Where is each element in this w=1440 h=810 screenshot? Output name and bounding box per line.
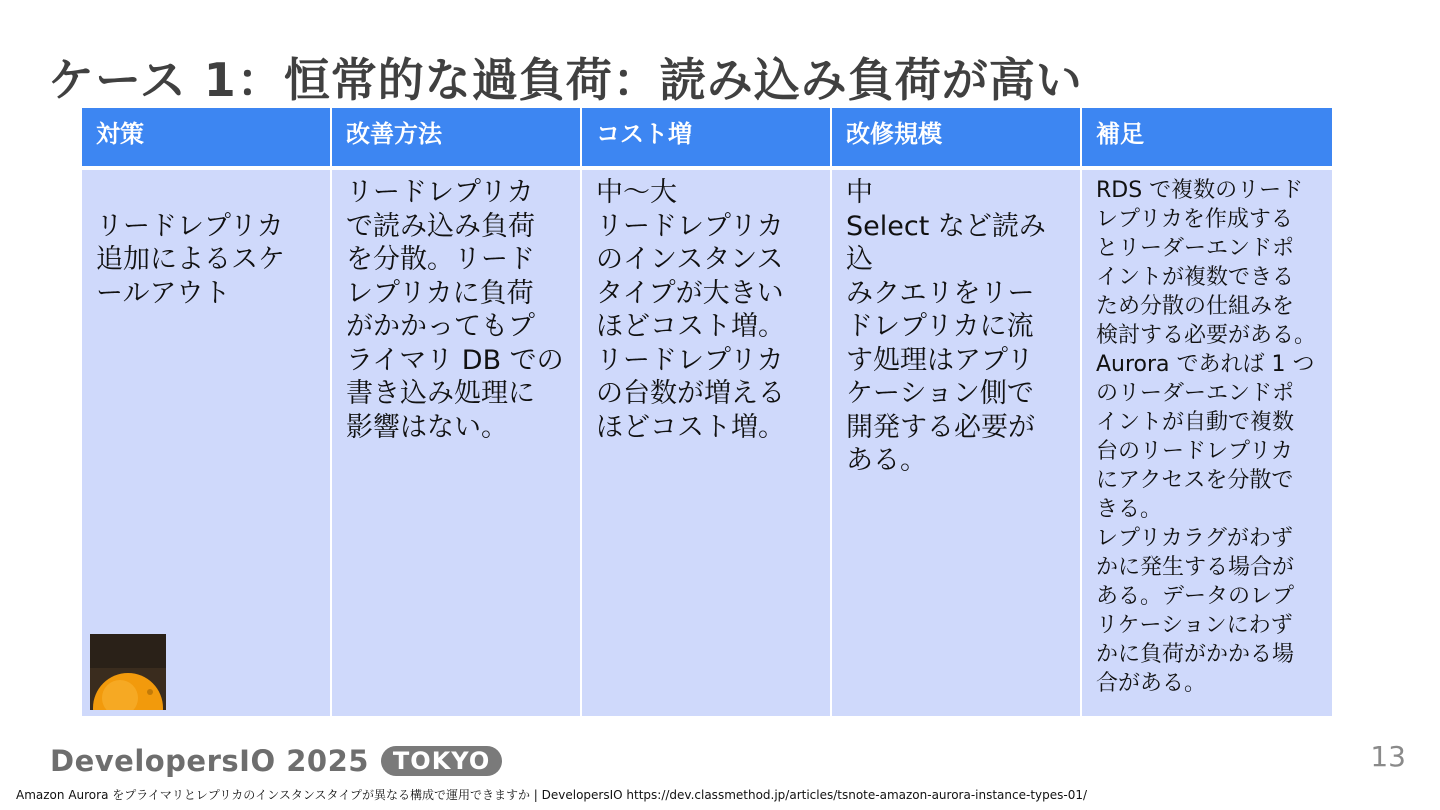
orange-mascot-image <box>90 634 166 710</box>
header-cost-increase: コスト増 <box>582 108 830 166</box>
cell-modification-scale: 中 Select など読み込 みクエリをリー ドレプリカに流 す処理はアプリ ケーション側で 開発する必要が ある。 <box>832 170 1080 716</box>
brand-logo <box>50 744 502 778</box>
cell-countermeasure-text: リードレプリカ 追加によるスケ ールアウト <box>96 210 285 309</box>
header-notes: 補足 <box>1082 108 1332 166</box>
cell-improvement-method: リードレプリカ で読み込み負荷 を分散。リード レプリカに負荷 がかかってもプ ライマリ DB での 書き込み処理に 影響はない。 <box>332 170 580 716</box>
table-header-row <box>82 108 1332 170</box>
cell-countermeasure <box>82 170 330 716</box>
source-caption: Amazon Aurora をプライマリとレプリカのインスタンスタイプが異なる構成で運用できますか | DevelopersIO https://dev.classmethod.jp/articles/tsnote-amazon-aurora-instance-types-01/ <box>16 788 1088 802</box>
header-improvement-method: 改善方法 <box>332 108 580 166</box>
slide-title: ケース 1：恒常的な過負荷：読み込み負荷が高い <box>48 53 1083 107</box>
brand-name: DevelopersIO 2025 <box>50 744 369 778</box>
table-row <box>82 170 1332 716</box>
cell-notes: RDS で複数のリード レプリカを作成する とリーダーエンドポ イントが複数できる ため分散の仕組みを 検討する必要がある。 Aurora であれば 1 つ のリーダーエンドポ イントが自動で複数 台のリードレプリカ にアクセスを分散で きる。 レプリカラグがわず かに発生する場合が ある。データのレプ リケーションにわず かに負荷がかかる場 合がある。 <box>1082 170 1332 716</box>
header-countermeasure: 対策 <box>82 108 330 166</box>
page-number: 13 <box>1370 740 1406 773</box>
cell-cost-increase: 中～大 リードレプリカ のインスタンス タイプが大きい ほどコスト増。 リードレプリカ の台数が増える ほどコスト増。 <box>582 170 830 716</box>
header-modification-scale: 改修規模 <box>832 108 1080 166</box>
brand-badge: TOKYO <box>381 746 502 776</box>
comparison-table <box>82 108 1332 716</box>
